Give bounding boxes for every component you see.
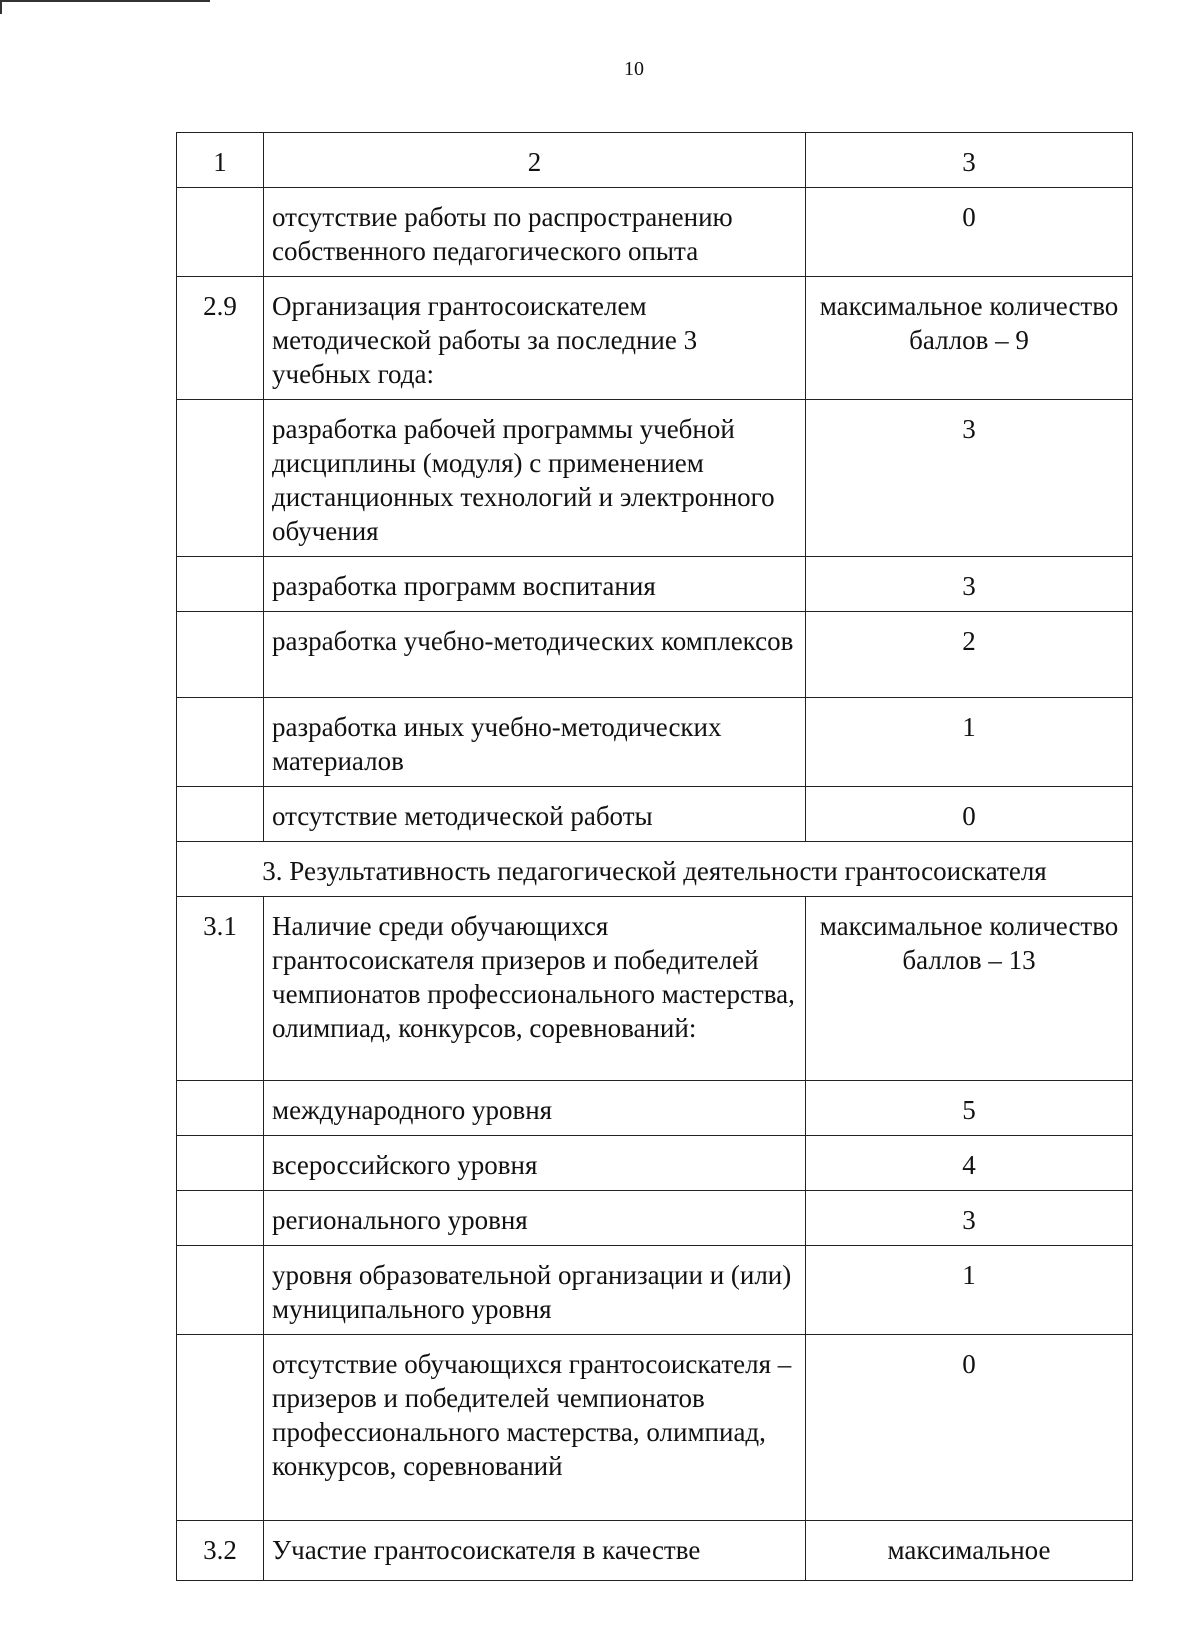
page-number: 10 (624, 58, 644, 80)
row-number: 3.1 (177, 897, 264, 1081)
row-number (177, 1335, 264, 1521)
table-row (177, 698, 1133, 787)
table-header-row (177, 133, 1133, 188)
table-row (177, 188, 1133, 277)
row-number (177, 400, 264, 557)
table-row (177, 1335, 1133, 1521)
criterion-points: 1 (806, 698, 1133, 787)
table-row (177, 277, 1133, 400)
table-row (177, 557, 1133, 612)
row-number (177, 612, 264, 698)
table-row (177, 1246, 1133, 1335)
criterion-points: 5 (806, 1081, 1133, 1136)
row-number (177, 188, 264, 277)
criterion-points: максимальное (806, 1521, 1133, 1581)
criterion-text: разработка иных учебно-методических материалов (264, 698, 806, 787)
criterion-points: 0 (806, 1335, 1133, 1521)
section-title: 3. Результативность педагогической деятельности грантосоискателя (177, 842, 1133, 897)
column-header-1: 1 (177, 133, 264, 188)
criterion-points: максимальное количество баллов – 13 (806, 897, 1133, 1081)
criterion-text: отсутствие работы по распространению собственного педагогического опыта (264, 188, 806, 277)
criterion-text: регионального уровня (264, 1191, 806, 1246)
column-header-2: 2 (264, 133, 806, 188)
row-number (177, 698, 264, 787)
criterion-points: 4 (806, 1136, 1133, 1191)
section-row (177, 842, 1133, 897)
criterion-text: всероссийского уровня (264, 1136, 806, 1191)
row-number (177, 1136, 264, 1191)
table-row (177, 787, 1133, 842)
table-row (177, 897, 1133, 1081)
row-number (177, 1246, 264, 1335)
criterion-points: 3 (806, 400, 1133, 557)
table-row (177, 1521, 1133, 1581)
table-row (177, 1136, 1133, 1191)
table-row (177, 400, 1133, 557)
criterion-text: Наличие среди обучающихся грантосоискателя призеров и победителей чемпионатов профессионального мастерства, олимпиад, конкурсов, соревнований: (264, 897, 806, 1081)
table-row (177, 612, 1133, 698)
row-number: 3.2 (177, 1521, 264, 1581)
row-number (177, 1081, 264, 1136)
table-row (177, 1191, 1133, 1246)
criterion-points: 3 (806, 1191, 1133, 1246)
criterion-text: разработка учебно-методических комплексов (264, 612, 806, 698)
scan-edge-mark (0, 0, 2, 14)
scan-edge-line (0, 0, 210, 2)
criterion-text: разработка программ воспитания (264, 557, 806, 612)
column-header-3: 3 (806, 133, 1133, 188)
criterion-text: Участие грантосоискателя в качестве (264, 1521, 806, 1581)
criterion-points: 3 (806, 557, 1133, 612)
criterion-points: 0 (806, 787, 1133, 842)
criterion-text: отсутствие методической работы (264, 787, 806, 842)
criterion-text: международного уровня (264, 1081, 806, 1136)
criteria-table (176, 132, 1133, 1581)
criterion-points: 1 (806, 1246, 1133, 1335)
criterion-points: максимальное количество баллов – 9 (806, 277, 1133, 400)
criterion-text: разработка рабочей программы учебной дисциплины (модуля) с применением дистанционных технологий и электронного обучения (264, 400, 806, 557)
row-number (177, 787, 264, 842)
criterion-text: отсутствие обучающихся грантосоискателя – призеров и победителей чемпионатов профессионального мастерства, олимпиад, конкурсов, соревнований (264, 1335, 806, 1521)
table-row (177, 1081, 1133, 1136)
criterion-points: 2 (806, 612, 1133, 698)
criterion-text: Организация грантосоискателем методической работы за последние 3 учебных года: (264, 277, 806, 400)
row-number: 2.9 (177, 277, 264, 400)
criterion-text: уровня образовательной организации и (или) муниципального уровня (264, 1246, 806, 1335)
row-number (177, 1191, 264, 1246)
criterion-points: 0 (806, 188, 1133, 277)
row-number (177, 557, 264, 612)
